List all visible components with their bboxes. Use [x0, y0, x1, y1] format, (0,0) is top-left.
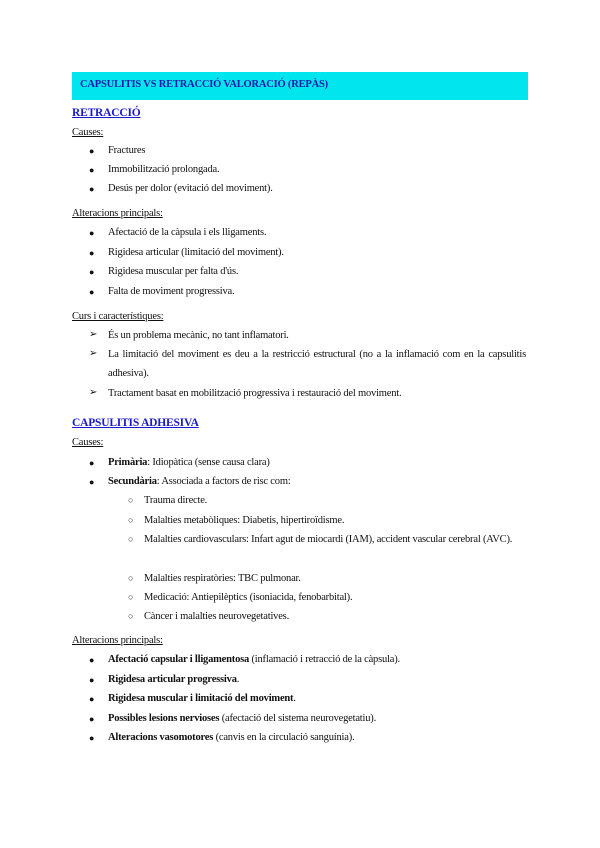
list-item: Desús per dolor (evitació del moviment).	[108, 183, 273, 194]
bullet-icon: ●	[89, 733, 95, 743]
list-item: Rigidesa articular progressiva.	[108, 674, 240, 685]
list-item: Trauma directe.	[144, 495, 208, 506]
arrow-bullet-icon: ➢	[89, 329, 98, 340]
bullet-icon: ●	[89, 184, 95, 194]
bullet-icon: ●	[89, 146, 95, 156]
capsulitis-causes-label: Causes:	[72, 437, 104, 448]
circle-bullet-icon: ○	[128, 515, 134, 525]
list-item: Alteracions vasomotores (canvis en la circulació sanguínia).	[108, 732, 355, 743]
retraccio-alteracions-label: Alteracions principals:	[72, 208, 163, 219]
circle-bullet-icon: ○	[128, 534, 134, 544]
circle-bullet-icon: ○	[128, 495, 134, 505]
list-item: Tractament basat en mobilització progressiva i restauració del moviment.	[108, 388, 402, 399]
bullet-icon: ●	[89, 675, 95, 685]
bullet-icon: ●	[89, 165, 95, 175]
capsulitis-alteracions-label: Alteracions principals:	[72, 635, 163, 646]
list-item: La limitació del moviment es deu a la restricció estructural (no a la inflamació com en la capsulitis adhesiva).	[108, 349, 526, 379]
list-item: És un problema mecànic, no tant inflamatori.	[108, 330, 289, 341]
bullet-icon: ●	[89, 228, 95, 238]
bullet-icon: ●	[89, 714, 95, 724]
bullet-icon: ●	[89, 248, 95, 258]
section-title-capsulitis: CAPSULITIS ADHESIVA	[72, 417, 199, 429]
bullet-icon: ●	[89, 655, 95, 665]
list-item: Afectació capsular i lligamentosa (inflamació i retracció de la càpsula).	[108, 654, 400, 665]
list-item: Rigidesa articular (limitació del moviment).	[108, 247, 284, 258]
list-item-secundaria: Secundària: Associada a factors de risc com:	[108, 476, 291, 487]
document-title: CAPSULITIS VS RETRACCIÓ VALORACIÓ (REPÀS)	[80, 79, 328, 90]
list-item: Malalties metabòliques: Diabetis, hipertiroïdisme.	[144, 515, 345, 526]
list-item: Càncer i malalties neurovegetatives.	[144, 611, 289, 622]
list-item: Immobilització prolongada.	[108, 164, 220, 175]
retraccio-curs-label: Curs i característiques:	[72, 311, 164, 322]
bullet-icon: ●	[89, 477, 95, 487]
list-item: Afectació de la càpsula i els lligaments.	[108, 227, 267, 238]
arrow-bullet-icon: ➢	[89, 387, 98, 398]
circle-bullet-icon: ○	[128, 573, 134, 583]
retraccio-causes-label: Causes:	[72, 127, 104, 138]
arrow-bullet-icon: ➢	[89, 348, 98, 359]
bullet-icon: ●	[89, 267, 95, 277]
bullet-icon: ●	[89, 694, 95, 704]
list-item: Falta de moviment progressiva.	[108, 286, 235, 297]
circle-bullet-icon: ○	[128, 611, 134, 621]
list-item: Rigidesa muscular i limitació del moviment.	[108, 693, 296, 704]
title-banner	[72, 72, 528, 100]
list-item: Malalties cardiovasculars: Infart agut de miocardi (IAM), accident vascular cerebral (AVC).	[144, 534, 513, 545]
bullet-icon: ●	[89, 458, 95, 468]
list-item: Medicació: Antiepilèptics (isoniacida, fenobarbital).	[144, 592, 353, 603]
section-title-retraccio: RETRACCIÓ	[72, 107, 141, 119]
list-item: Possibles lesions nervioses (afectació del sistema neurovegetatiu).	[108, 713, 376, 724]
bullet-icon: ●	[89, 287, 95, 297]
circle-bullet-icon: ○	[128, 592, 134, 602]
list-item: Malalties respiratòries: TBC pulmonar.	[144, 573, 301, 584]
list-item: Fractures	[108, 145, 146, 156]
list-item-primaria: Primària: Idiopàtica (sense causa clara)	[108, 457, 270, 468]
list-item: Rigidesa muscular per falta d'ús.	[108, 266, 239, 277]
